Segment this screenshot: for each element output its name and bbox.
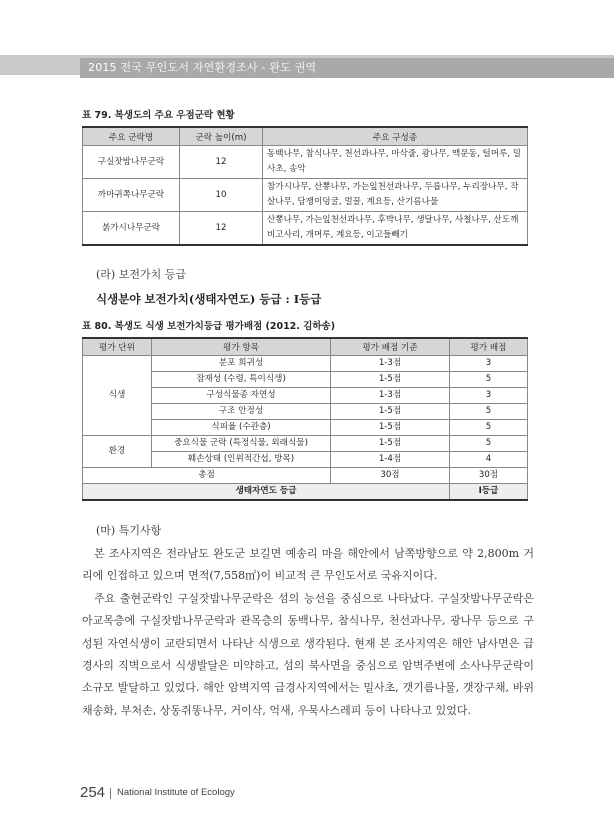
col-header: 군락 높이(m) — [180, 127, 263, 146]
eval-score: 5 — [450, 420, 528, 436]
eval-criteria: 1-5점 — [331, 404, 450, 420]
community-height: 10 — [180, 179, 263, 212]
table-79 — [82, 126, 528, 246]
eval-item: 훼손상태 (인위적간섭, 방목) — [152, 452, 331, 468]
total-criteria: 30점 — [331, 468, 450, 484]
footer-divider — [110, 788, 111, 799]
eval-score: 5 — [450, 372, 528, 388]
unit-vegetation: 식생 — [83, 356, 152, 436]
col-header: 주요 구성종 — [263, 127, 528, 146]
community-height: 12 — [180, 146, 263, 179]
eval-score: 3 — [450, 356, 528, 372]
table-row — [83, 179, 528, 212]
eval-score: 3 — [450, 388, 528, 404]
table-row — [83, 212, 528, 246]
col-header: 평가 배점 — [450, 338, 528, 356]
section-ra-title: (라) 보전가치 등급 — [96, 268, 186, 281]
total-score: 30점 — [450, 468, 528, 484]
community-species: 동백나무, 참식나무, 천선과나무, 마삭줄, 광나무, 맥문동, 털머루, 밀사초, 송악 — [263, 146, 528, 179]
col-header: 평가 배점 기준 — [331, 338, 450, 356]
eval-item: 잠재성 (수령, 특이식생) — [152, 372, 331, 388]
table-80 — [82, 337, 528, 501]
table-79-caption: 표 79. 복생도의 주요 우점군락 현황 — [82, 110, 235, 121]
community-species: 산뽕나무, 가는잎천선과나무, 후박나무, 생달나무, 사철나무, 산도깨비고사리, 개머루, 계요등, 이고들빼기 — [263, 212, 528, 246]
eval-score: 4 — [450, 452, 528, 468]
eval-criteria: 1-5점 — [331, 420, 450, 436]
eco-grade-value: Ⅰ등급 — [450, 484, 528, 501]
eval-criteria: 1-5점 — [331, 372, 450, 388]
paragraph: 주요 출현군락인 구실잣밤나무군락은 섬의 능선을 중심으로 나타났다. 구실잣밤나무군락은 아교목층에 구실잣밤나무군락과 관목층의 동백나무, 참식나무, 천선과나무, 광나무 등으로 구성된 자연식생이 교란되면서 나타난 식생으로 생각된다. 현재 본 조사지역은 해안 남사면은 급경사의 직벽으로서 식생발달은 미약하고, 섬의 북사면을 중심으로 암벽주변에 소사나무군락이 소규모 발달하고 있었다. 해안 암벽지역 급경사지역에서는 밀사초, 갯기름나물, 갯장구채, 바위채송화, 부처손, 상동쥐똥나무, 거이삭, 억새, 우묵사스레피 등이 나타나고 있었다. — [82, 591, 534, 717]
eval-criteria: 1-3점 — [331, 388, 450, 404]
paragraph: 본 조사지역은 전라남도 완도군 보길면 예송리 마을 해안에서 남쪽방향으로 약 2,800m 거리에 인접하고 있으며 면적(7,558㎡)이 비교적 큰 무인도서로 국유지이다. — [82, 547, 534, 583]
community-species: 참가시나무, 산뽕나무, 가는잎천선과나무, 두릅나무, 누리장나무, 작살나무, 담쟁이덩굴, 멀꿀, 계요등, 산기름나물 — [263, 179, 528, 212]
body-text — [82, 543, 534, 722]
eval-item: 분포 희귀성 — [152, 356, 331, 372]
community-name: 구실잣밤나무군락 — [83, 146, 180, 179]
eval-score: 5 — [450, 436, 528, 452]
table-row — [83, 146, 528, 179]
unit-environment: 환경 — [83, 436, 152, 468]
grade-line: 식생분야 보전가치(생태자연도) 등급 : Ⅰ등급 — [96, 292, 322, 306]
col-header: 평가 단위 — [83, 338, 152, 356]
eco-grade-row — [83, 484, 528, 501]
eval-score: 5 — [450, 404, 528, 420]
eco-grade-label: 생태자연도 등급 — [83, 484, 450, 501]
eval-criteria: 1-4점 — [331, 452, 450, 468]
community-name: 붉가시나무군락 — [83, 212, 180, 246]
section-ma-title: (마) 특기사항 — [96, 524, 162, 537]
eval-item: 구성식물종 자연성 — [152, 388, 331, 404]
eval-criteria: 1-5점 — [331, 436, 450, 452]
col-header: 주요 군락명 — [83, 127, 180, 146]
community-height: 12 — [180, 212, 263, 246]
total-label: 총점 — [83, 468, 331, 484]
eval-criteria: 1-3점 — [331, 356, 450, 372]
page-number: 254 — [80, 784, 106, 801]
col-header: 평가 항목 — [152, 338, 331, 356]
eval-item: 구조 안정성 — [152, 404, 331, 420]
footer-org: National Institute of Ecology — [117, 787, 235, 798]
table-row — [83, 436, 528, 452]
running-header: 2015 전국 무인도서 자연환경조사 - 완도 권역 — [80, 58, 614, 78]
community-name: 까마귀쪽나무군락 — [83, 179, 180, 212]
total-row — [83, 468, 528, 484]
table-80-caption: 표 80. 복생도 식생 보전가치등급 평가배점 (2012. 김하송) — [82, 321, 336, 332]
eval-item: 중요식물 군락 (특정식물, 외래식물) — [152, 436, 331, 452]
table-row — [83, 356, 528, 372]
eval-item: 식피율 (수관층) — [152, 420, 331, 436]
